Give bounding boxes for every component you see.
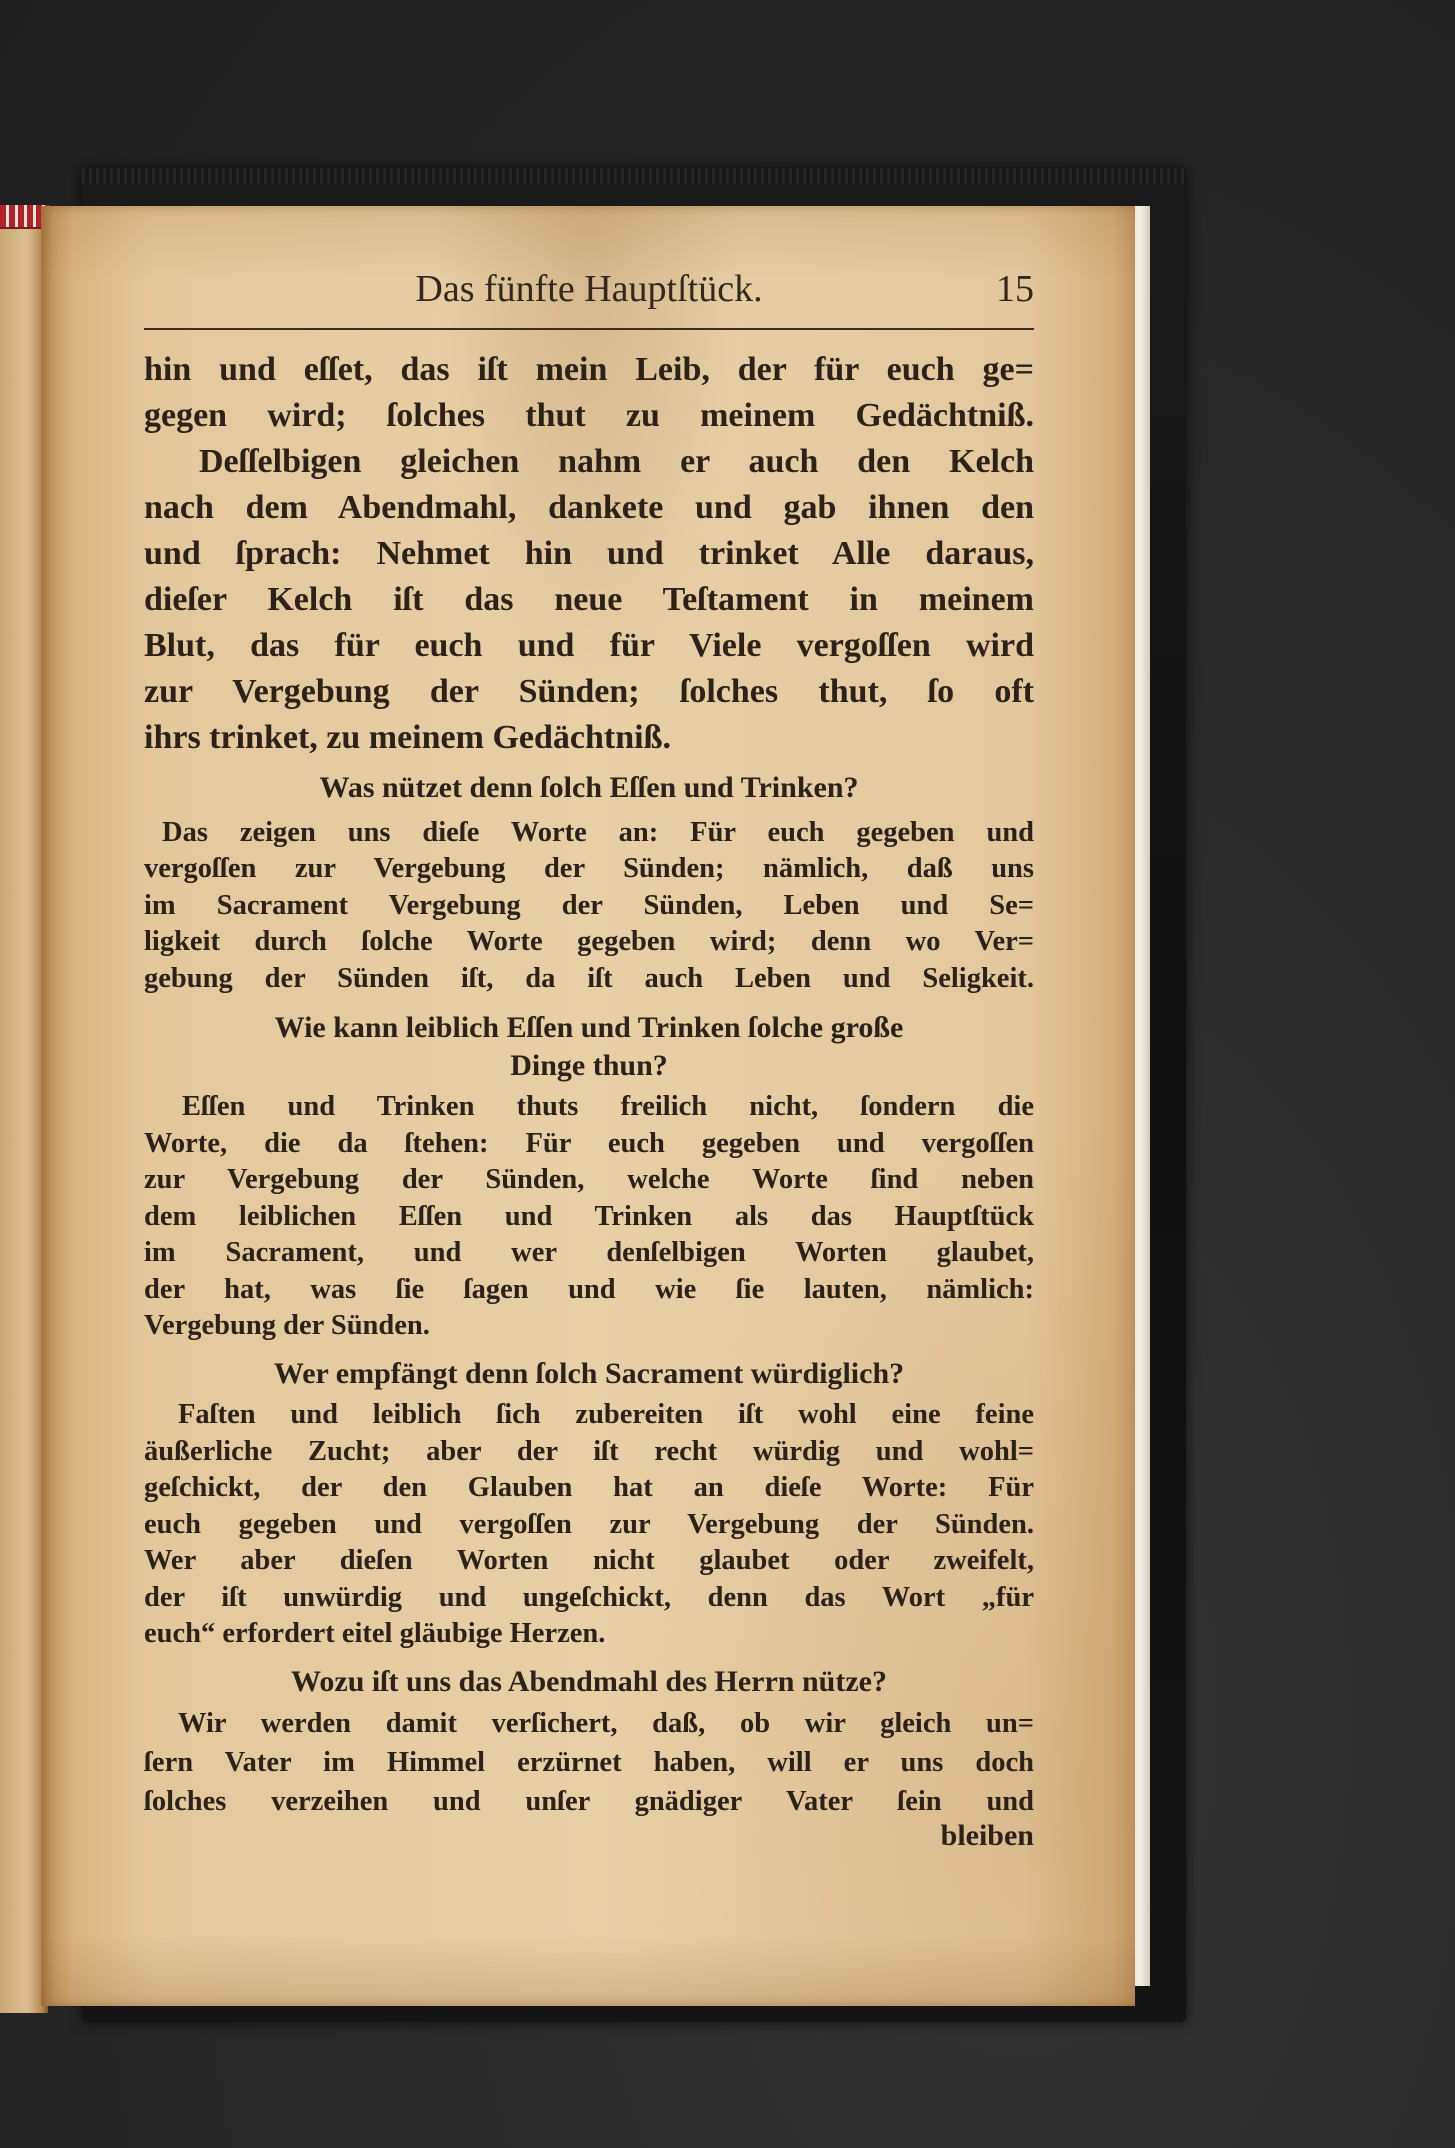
text-line: Vergebung der Sünden. <box>144 1310 430 1341</box>
text-line: und ſprach: Nehmet hin und trinket Alle daraus, <box>144 535 1034 572</box>
question-line: Wer empfängt denn ſolch Sacrament würdiglich? <box>273 1357 905 1390</box>
scripture-paragraph <box>144 347 1034 761</box>
question-line: Wozu iſt uns das Abendmahl des Herrn nütze? <box>291 1665 887 1698</box>
question-heading <box>144 768 1034 808</box>
book-page <box>41 206 1135 2006</box>
text-line: Blut, das für euch und für Viele vergoſſen wird <box>144 627 1034 664</box>
text-line: äußerliche Zucht; aber der iſt recht würdig und wohl= <box>144 1435 1034 1467</box>
question-heading <box>144 1009 1034 1085</box>
text-line: ſern Vater im Himmel erzürnet haben, will er uns doch <box>144 1747 1034 1778</box>
answer-paragraph <box>144 1089 1034 1345</box>
text-line: ligkeit durch ſolche Worte gegeben wird; denn wo Ver= <box>144 926 1034 958</box>
text-line: zur Vergebung der Sünden; ſolches thut, ſo oft <box>144 673 1034 710</box>
question-line: Wie kann leiblich Eſſen und Trinken ſolche große <box>274 1011 904 1044</box>
page-header <box>144 266 1034 312</box>
page-number: 15 <box>996 268 1034 310</box>
question-heading <box>144 1662 1034 1702</box>
text-line: Eſſen und Trinken thuts freilich nicht, ſondern die <box>182 1091 1034 1122</box>
text-line: geſchickt, der den Glauben hat an dieſe Worte: Für <box>144 1472 1034 1503</box>
text-line: euch“ erfordert eitel gläubige Herzen. <box>144 1618 606 1649</box>
catchword: bleiben <box>940 1819 1034 1852</box>
text-line: ſolches verzeihen und unſer gnädiger Vater ſein und <box>144 1786 1034 1817</box>
text-line: im Sacrament, und wer denſelbigen Worten glaubet, <box>144 1237 1034 1268</box>
book-cover-top-edge <box>82 168 1186 184</box>
text-line: gegen wird; ſolches thut zu meinem Gedächtniß. <box>144 397 1034 434</box>
text-line: Worte, die da ſtehen: Für euch gegeben und vergoſſen <box>144 1127 1034 1159</box>
running-head: Das fünfte Hauptſtück. <box>415 268 763 310</box>
text-line: zur Vergebung der Sünden, welche Worte ſind neben <box>144 1164 1034 1195</box>
question-heading <box>144 1354 1034 1394</box>
question-line: Was nützet denn ſolch Eſſen und Trinken? <box>319 771 859 804</box>
question-line: Dinge thun? <box>510 1049 668 1082</box>
text-line: Das zeigen uns dieſe Worte an: Für euch gegeben und <box>162 817 1034 848</box>
text-line: ihrs trinket, zu meinem Gedächtniß. <box>144 719 671 756</box>
text-line: dem leiblichen Eſſen und Trinken als das Hauptſtück <box>144 1200 1034 1232</box>
text-line: im Sacrament Vergebung der Sünden, Leben und Se= <box>144 889 1034 921</box>
text-line: nach dem Abendmahl, dankete und gab ihnen den <box>144 489 1034 526</box>
answer-paragraph <box>144 1704 1034 1821</box>
text-line: Wir werden damit verſichert, daß, ob wir gleich un= <box>178 1708 1034 1739</box>
answer-paragraph <box>144 1397 1034 1653</box>
text-line: vergoſſen zur Vergebung der Sünden; nämlich, daß uns <box>144 853 1034 885</box>
text-line: Deſſelbigen gleichen nahm er auch den Kelch <box>199 443 1034 480</box>
text-line: der iſt unwürdig und ungeſchickt, denn das Wort „für <box>144 1581 1034 1613</box>
answer-paragraph <box>144 815 1034 997</box>
text-line: Faſten und leiblich ſich zubereiten iſt wohl eine feine <box>178 1399 1034 1430</box>
header-rule <box>144 328 1034 330</box>
text-line: euch gegeben und vergoſſen zur Vergebung der Sünden. <box>144 1508 1034 1540</box>
text-line: dieſer Kelch iſt das neue Teſtament in meinem <box>144 581 1034 618</box>
text-line: Wer aber dieſen Worten nicht glaubet oder zweifelt, <box>144 1545 1034 1576</box>
text-line: gebung der Sünden iſt, da iſt auch Leben und Seligkeit. <box>144 962 1034 994</box>
text-line: der hat, was ſie ſagen und wie ſie lauten, nämlich: <box>144 1273 1034 1305</box>
text-line: hin und eſſet, das iſt mein Leib, der für euch ge= <box>144 351 1034 388</box>
